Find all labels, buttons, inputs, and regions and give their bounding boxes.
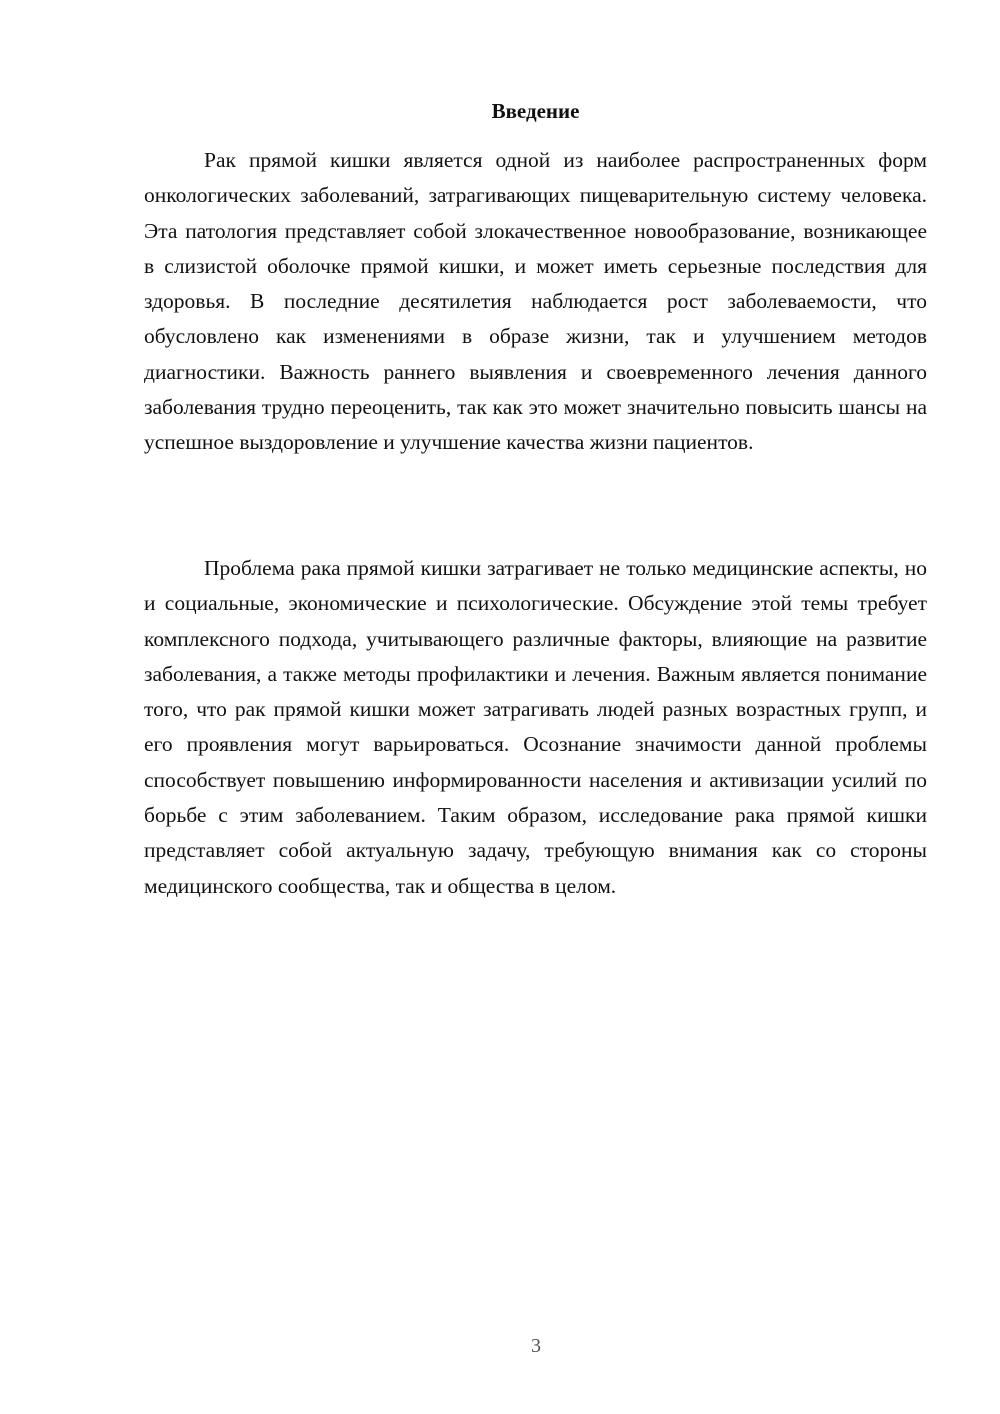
paragraph-2: Проблема рака прямой кишки затрагивает не только медицинские аспекты, но и социальные, экономические и психологические. Обсуждение этой темы требует комплексного подхода, учитывающего различные факторы, влияющие на развитие заболевания, а также методы профилактики и лечения. Важным является понимание того, что рак прямой кишки может затрагивать людей разных возрастных групп, и его проявления могут варьироваться. Осознание значимости данной проблемы способствует повышению информированности населения и активизации усилий по борьбе с этим заболеванием. Таким образом, исследование рака прямой кишки представляет собой актуальную задачу, требующую внимания как со стороны медицинского сообщества, так и общества в целом. bbox=[144, 556, 927, 898]
page-number: 3 bbox=[531, 1335, 541, 1357]
section-title: Введение bbox=[491, 99, 580, 123]
paragraph-1: Рак прямой кишки является одной из наиболее распространенных форм онкологических заболеваний, затрагивающих пищеварительную систему человека. Эта патология представляет собой злокачественное новообразование, возникающее в слизистой оболочке прямой кишки, и может иметь серьезные последствия для здоровья. В последние десятилетия наблюдается рост заболеваемости, что обусловлено как изменениями в образе жизни, так и улучшением методов диагностики. Важность раннего выявления и своевременного лечения данного заболевания трудно переоценить, так как это может значительно повысить шансы на успешное выздоровление и улучшение качества жизни пациентов. bbox=[144, 148, 927, 455]
